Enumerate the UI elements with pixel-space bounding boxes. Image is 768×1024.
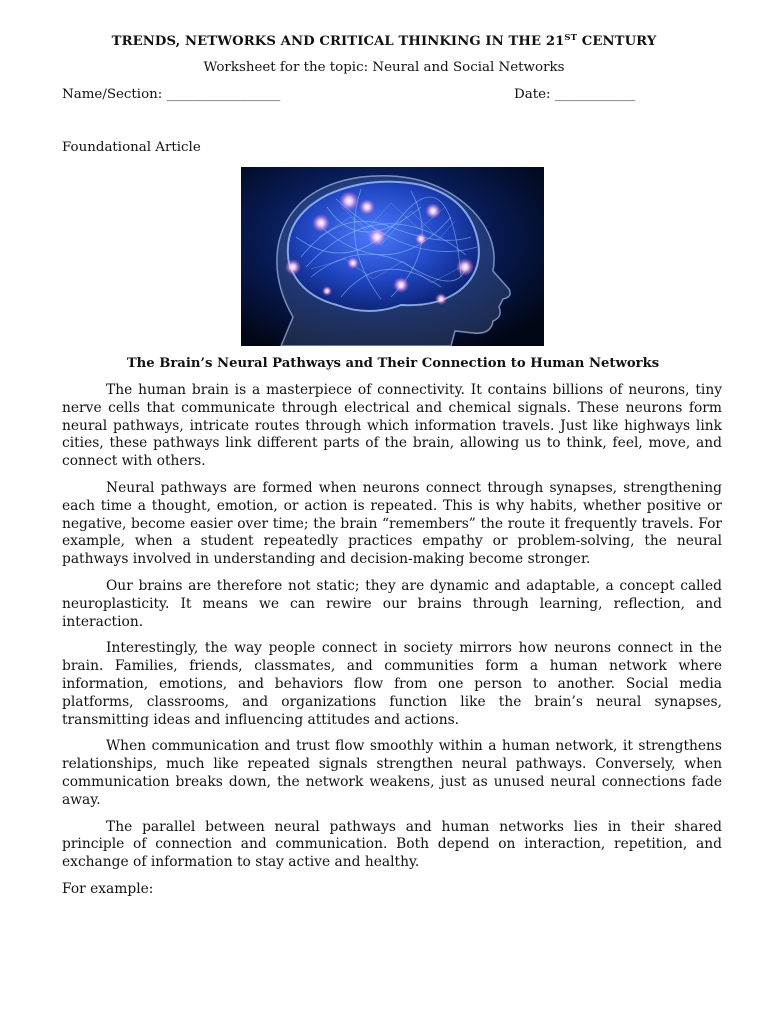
title-end-text: CENTURY — [577, 34, 657, 49]
article-body — [62, 382, 722, 908]
name-section-field: Name/Section: _________________ — [62, 87, 281, 102]
worksheet-subtitle: Worksheet for the topic: Neural and Social Networks — [203, 60, 565, 75]
brain-illustration — [241, 167, 544, 346]
glowing-brain-icon — [241, 167, 544, 346]
article-paragraph-5: When communication and trust flow smoothly within a human network, it strengthens relationships, much like repeated signals strengthen neural pathways. Conversely, when communication breaks down, the network weakens, just as unused neural connections fade away. — [62, 738, 722, 808]
article-paragraph-3: Our brains are therefore not static; they are dynamic and adaptable, a concept called neuroplasticity. It means we can rewire our brains through learning, reflection, and interaction. — [62, 577, 722, 630]
student-info-row — [62, 87, 722, 107]
section-label: Foundational Article — [62, 140, 201, 155]
title-main-text: TRENDS, NETWORKS AND CRITICAL THINKING IN THE 21 — [111, 34, 565, 49]
article-paragraph-6: The parallel between neural pathways and human networks lies in their shared principle of connection and communication. Both depend on interaction, repetition, and exchange of information to stay active and healthy. — [62, 818, 722, 871]
article-paragraph-4: Interestingly, the way people connect in society mirrors how neurons connect in the brain. Families, friends, classmates, and communities form a human network where information, emotions, and behaviors flow from one person to another. Social media platforms, classrooms, and organizations function like the brain’s neural synapses, transmitting ideas and influencing attitudes and actions. — [62, 640, 722, 728]
date-field: Date: ____________ — [514, 87, 636, 102]
article-paragraph-1: The human brain is a masterpiece of connectivity. It contains billions of neurons, tiny nerve cells that communicate through electrical and chemical signals. These neurons form neural pathways, intricate routes through which information travels. Just like highways link cities, these pathways link different parts of the brain, allowing us to think, feel, move, and connect with others. — [62, 382, 722, 470]
article-title: The Brain’s Neural Pathways and Their Connection to Human Networks — [126, 356, 660, 371]
title-superscript: ST — [564, 33, 578, 43]
article-closing-prompt: For example: — [62, 880, 154, 897]
article-paragraph-2: Neural pathways are formed when neurons connect through synapses, strengthening each time a thought, emotion, or action is repeated. This is why habits, whether positive or negative, become easier over time; the brain “remembers” the route it frequently travels. For example, when a student repeatedly practices empathy or problem-solving, the neural pathways involved in understanding and decision-making become stronger. — [62, 479, 722, 568]
worksheet-title — [0, 33, 768, 49]
